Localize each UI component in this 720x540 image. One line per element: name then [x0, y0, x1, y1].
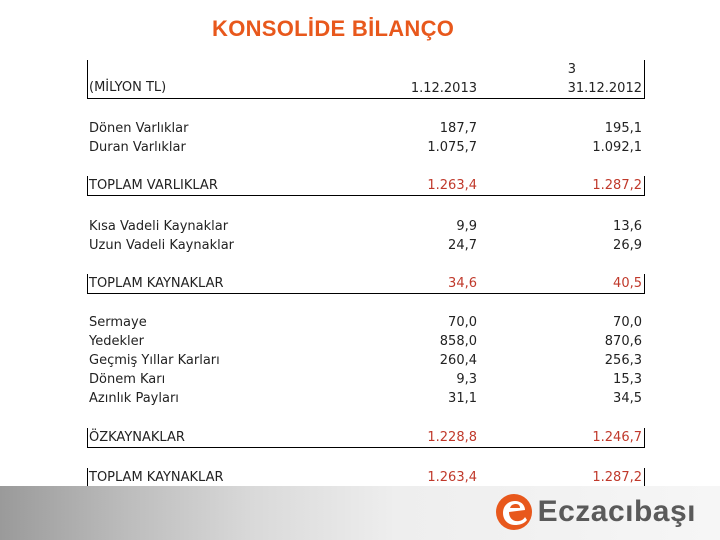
row-value: 858,0 — [439, 334, 477, 349]
row-value: 24,7 — [448, 238, 477, 253]
row-value: 260,4 — [439, 353, 477, 368]
total-equity-2013: 1.228,8 — [427, 430, 477, 445]
total-assets-2012: 1.287,2 — [592, 178, 642, 193]
row-value: 195,1 — [604, 121, 642, 136]
column-header-2013: 1.12.2013 — [410, 81, 477, 96]
row-label: Sermaye — [89, 315, 147, 330]
total-assets-2013: 1.263,4 — [427, 178, 477, 193]
logo-text: Eczacıbaşı — [537, 495, 696, 528]
liabilities-labels — [89, 217, 234, 255]
eczacibasi-e-logo-icon — [494, 492, 534, 532]
liabilities-2013 — [448, 217, 477, 255]
row-value: 187,7 — [439, 121, 477, 136]
row-label: Geçmiş Yıllar Karları — [89, 353, 220, 368]
row-label: Yedekler — [89, 334, 144, 349]
assets-2012 — [592, 119, 642, 157]
eczacibasi-logo — [494, 492, 696, 532]
grand-total-label: TOPLAM KAYNAKLAR — [89, 470, 224, 485]
total-liabilities-2013: 34,6 — [448, 276, 477, 291]
total-liabilities-label: TOPLAM KAYNAKLAR — [89, 276, 224, 291]
row-value: 31,1 — [448, 391, 477, 406]
column-header-2012: 31.12.2012 — [567, 81, 642, 96]
grand-total-2012: 1.287,2 — [592, 470, 642, 485]
column-header-note: 3 — [567, 62, 576, 77]
row-value: 15,3 — [613, 372, 642, 387]
assets-labels — [89, 119, 188, 157]
total-equity-label: ÖZKAYNAKLAR — [89, 430, 185, 445]
assets-2013 — [427, 119, 477, 157]
header-box — [87, 60, 645, 99]
row-value: 1.092,1 — [592, 140, 642, 155]
liabilities-2012 — [613, 217, 642, 255]
row-label: Uzun Vadeli Kaynaklar — [89, 238, 235, 253]
row-value: 34,5 — [613, 391, 642, 406]
row-value: 13,6 — [613, 219, 642, 234]
unit-label: (MİLYON TL) — [89, 80, 167, 95]
equity-2013 — [440, 313, 477, 408]
row-value: 9,9 — [456, 219, 477, 234]
equity-2012 — [605, 313, 642, 408]
row-value: 9,3 — [456, 372, 477, 387]
row-label: Azınlık Payları — [89, 391, 179, 406]
total-assets-label: TOPLAM VARLIKLAR — [89, 178, 218, 193]
row-value: 1.075,7 — [427, 140, 477, 155]
row-label: Dönem Karı — [89, 372, 166, 387]
row-value: 870,6 — [604, 334, 642, 349]
page-title: KONSOLİDE BİLANÇO — [212, 16, 455, 41]
row-value: 256,3 — [604, 353, 642, 368]
row-label: Duran Varlıklar — [89, 140, 186, 155]
row-label: Dönen Varlıklar — [89, 121, 189, 136]
equity-labels — [89, 313, 220, 408]
row-value: 70,0 — [613, 315, 642, 330]
row-value: 26,9 — [613, 238, 642, 253]
total-liabilities-2012: 40,5 — [613, 276, 642, 291]
grand-total-2013: 1.263,4 — [427, 470, 477, 485]
row-label: Kısa Vadeli Kaynaklar — [89, 219, 229, 234]
row-value: 70,0 — [448, 315, 477, 330]
total-equity-2012: 1.246,7 — [592, 430, 642, 445]
